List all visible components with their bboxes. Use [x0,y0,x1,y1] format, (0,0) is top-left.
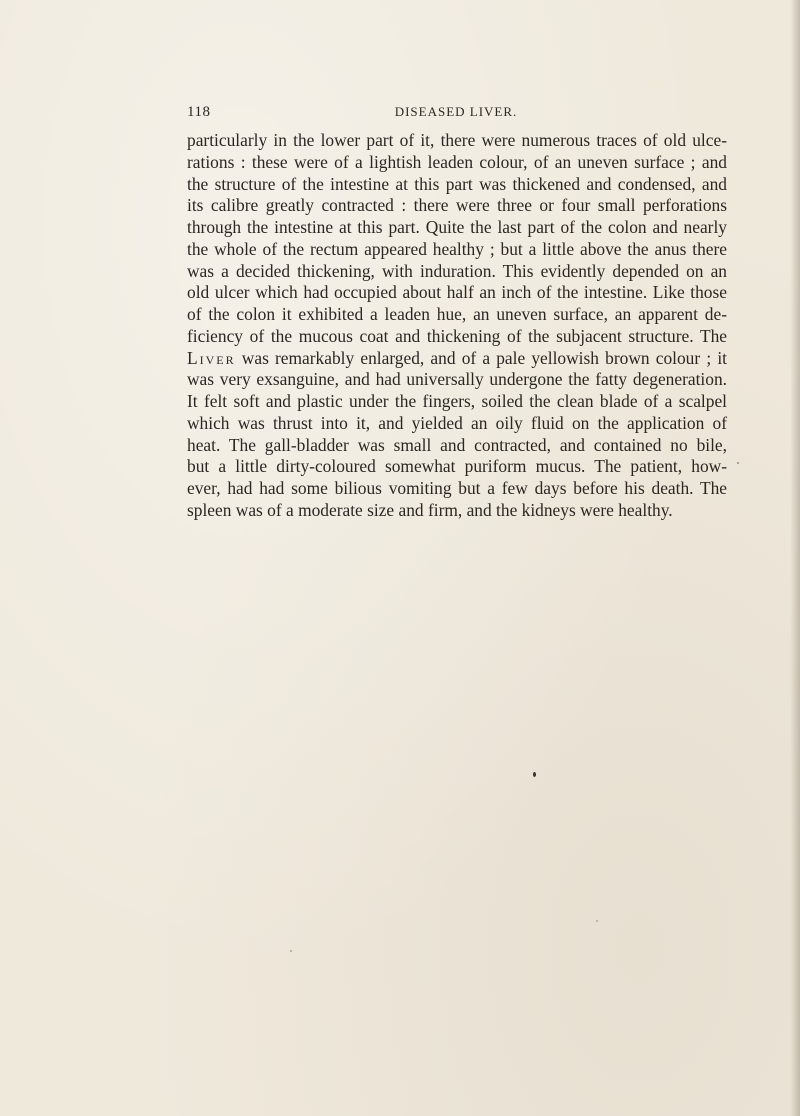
text-line: which was thrust into it, and yielded an oily fluid on the application of [187,412,727,433]
ink-speck [533,772,536,777]
text-line: ficiency of the mucous coat and thickening of the subjacent structure. The [187,325,727,346]
text-line: spleen was of a moderate size and firm, and the kidneys were healthy. [187,499,673,520]
text-line: was very exsanguine, and had universally undergone the fatty degeneration. [187,369,727,390]
text-line: It felt soft and plastic under the fingers, soiled the clean blade of a scalpel [187,391,727,411]
text-line: its calibre greatly contracted : there were three or four small perforations [187,195,727,216]
text-line: old ulcer which had occupied about half an inch of the intestine. Like those [187,282,727,303]
page-edge-shadow [790,0,800,1116]
text-line: but a little dirty-coloured somewhat puriform mucus. The patient, how- [187,456,727,477]
ink-speck [290,950,292,952]
body-paragraph [187,130,727,522]
text-line: heat. The gall-bladder was small and contracted, and contained no bile, [187,434,727,455]
text-line: was a decided thickening, with induration. This evidently depended on an [187,260,727,281]
text-line: particularly in the lower part of it, there were numerous traces of old ulce- [187,130,727,150]
page-number: 118 [187,104,211,120]
text-line-remainder: was remarkably enlarged, and of a pale yellowish brown colour ; it [241,347,727,368]
text-line: rations : these were of a lightish leaden colour, of an uneven surface ; and [187,151,727,172]
running-title: DISEASED LIVER. [394,104,518,119]
running-head [187,104,725,128]
text-line: ever, had had some bilious vomiting but a few days before his death. The [187,478,727,498]
text-line: of the colon it exhibited a leaden hue, an uneven surface, an apparent de- [187,304,727,324]
text-line: the structure of the intestine at this part was thickened and condensed, and [187,173,727,194]
ink-speck [596,920,598,922]
small-caps-word: Liver [187,347,236,368]
text-line: the whole of the rectum appeared healthy ; but a little above the anus there [187,238,727,259]
text-line-with-small-caps [187,348,727,370]
ink-speck [737,462,739,464]
text-line: through the intestine at this part. Quite the last part of the colon and nearly [187,217,727,237]
